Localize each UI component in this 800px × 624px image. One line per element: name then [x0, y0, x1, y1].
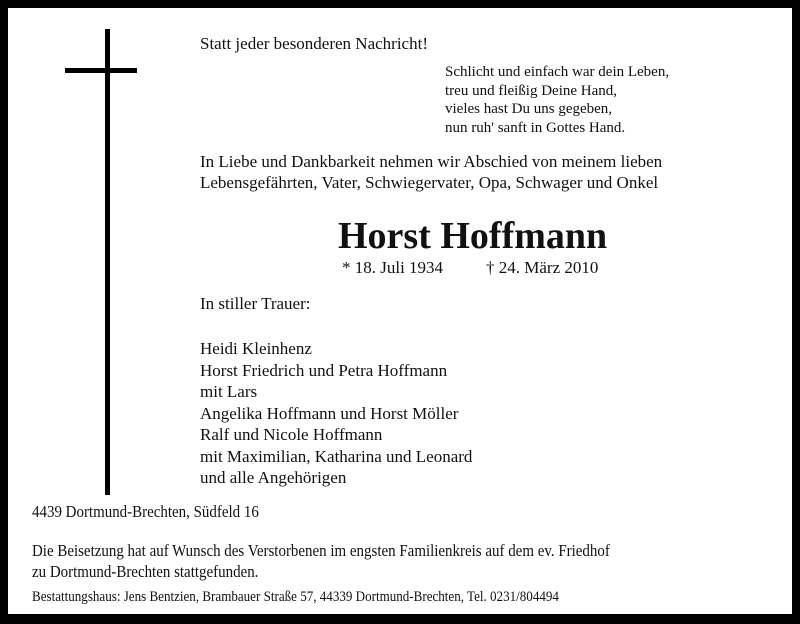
intro-text	[200, 151, 662, 193]
header-text: Statt jeder besonderen Nachricht!	[200, 34, 428, 53]
burial-note	[32, 540, 610, 582]
mourner: und alle Angehörigen	[200, 468, 347, 487]
mourners-list	[200, 338, 472, 489]
poem	[445, 63, 669, 137]
mourner: Horst Friedrich und Petra Hoffmann	[200, 360, 448, 380]
mourner: Heidi Kleinhenz	[200, 339, 312, 358]
obituary-notice	[8, 8, 792, 614]
address: 4439 Dortmund-Brechten, Südfeld 16	[32, 502, 259, 521]
mourner: mit Lars	[200, 382, 258, 401]
death-date: † 24. März 2010	[486, 258, 599, 277]
burial-note-line: zu Dortmund-Brechten stattgefunden.	[32, 562, 259, 581]
birth-date: * 18. Juli 1934	[342, 258, 444, 277]
poem-line: nun ruh' sanft in Gottes Hand.	[445, 119, 626, 136]
burial-note-line: Die Beisetzung hat auf Wunsch des Verstorbenen im engsten Familienkreis auf dem ev. Friedhof	[32, 541, 610, 560]
poem-line: Schlicht und einfach war dein Leben,	[445, 64, 670, 80]
poem-line: treu und fleißig Deine Hand,	[445, 82, 618, 99]
mourning-label: In stiller Trauer:	[200, 294, 311, 313]
cross-icon	[105, 29, 110, 495]
intro-line: Lebensgefährten, Vater, Schwiegervater, Opa, Schwager und Onkel	[200, 173, 659, 192]
mourner: Ralf und Nicole Hoffmann	[200, 425, 383, 444]
funeral-home: Bestattungshaus: Jens Bentzien, Brambauer Straße 57, 44339 Dortmund-Brechten, Tel. 0231/804494	[32, 589, 559, 605]
intro-line: In Liebe und Dankbarkeit nehmen wir Abschied von meinem lieben	[200, 152, 663, 171]
mourner: Angelika Hoffmann und Horst Möller	[200, 403, 459, 423]
poem-line: vieles hast Du uns gegeben,	[445, 101, 613, 117]
cross-icon-bar	[65, 68, 137, 73]
deceased-name: Horst Hoffmann	[338, 215, 608, 257]
mourner: mit Maximilian, Katharina und Leonard	[200, 446, 473, 466]
